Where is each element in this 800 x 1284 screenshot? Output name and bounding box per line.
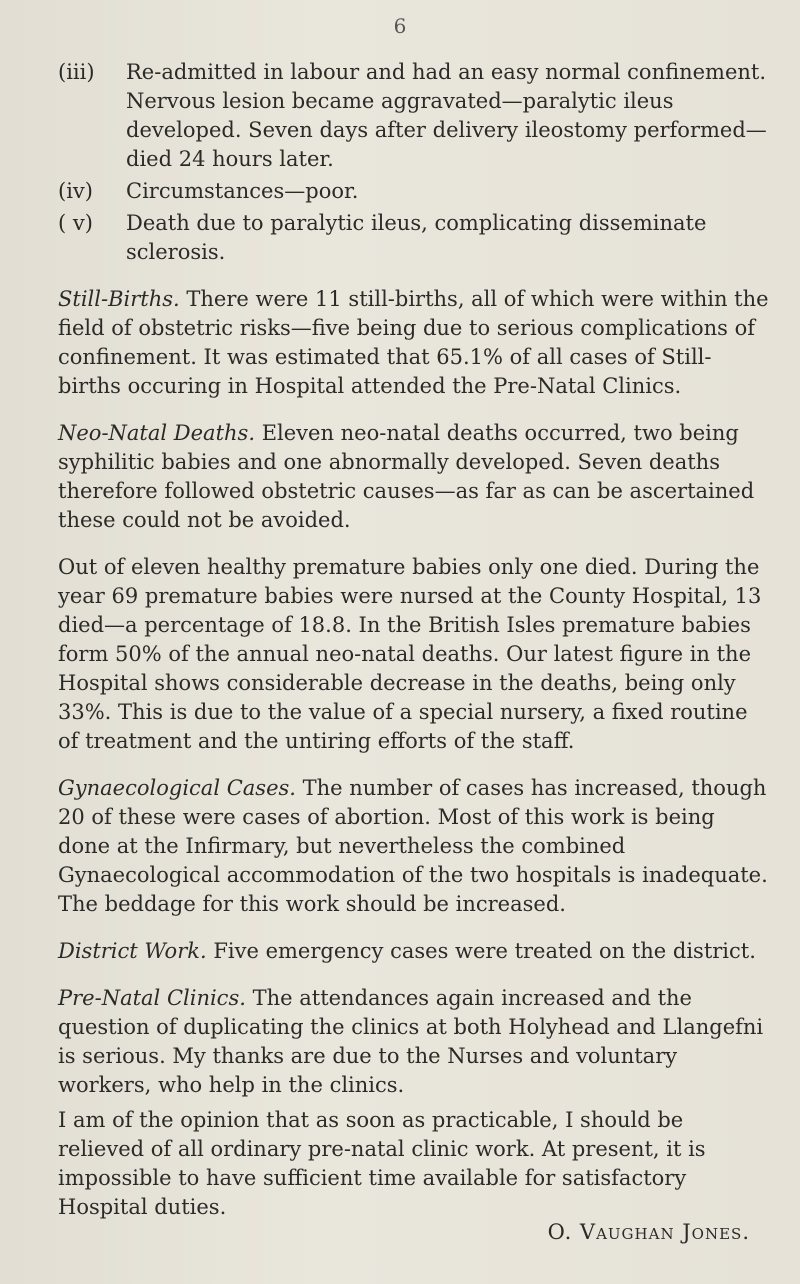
premature-paragraph — [58, 553, 770, 756]
district-paragraph — [58, 937, 770, 966]
still-births-heading: Still-Births. — [58, 287, 180, 311]
district-heading: District Work. — [58, 939, 207, 963]
closing-paragraph — [58, 1106, 770, 1222]
case-list-item — [58, 58, 770, 174]
closing-text: I am of the opinion that as soon as practicable, I should be relieved of all ordinary pre-natal clinic work. At present, it is impossible to have sufficient time available for satisfactory Hospital duties. — [58, 1108, 706, 1219]
neo-natal-paragraph — [58, 419, 770, 535]
gynaecological-paragraph — [58, 774, 770, 919]
pre-natal-heading: Pre-Natal Clinics. — [58, 986, 246, 1010]
case-list-item — [58, 177, 770, 206]
gynaecological-heading: Gynaecological Cases. — [58, 776, 296, 800]
report-body — [58, 58, 770, 1247]
list-label: (iii) — [58, 60, 95, 84]
pre-natal-text: The attendances again increased and the question of duplicating the clinics at both Holyhead and Llangefni is serious. My thanks are due to the Nurses and voluntary workers, who help in the clinics. — [58, 986, 764, 1097]
still-births-paragraph — [58, 285, 770, 401]
neo-natal-text: Eleven neo-natal deaths occurred, two being syphilitic babies and one abnormally developed. Seven deaths therefore followed obstetric causes—as far as can be ascertained these could not be avoided. — [58, 421, 755, 532]
signature: O. Vaughan Jones. — [547, 1220, 750, 1244]
case-list-item — [58, 209, 770, 267]
list-label: ( v) — [58, 211, 93, 235]
list-text: Re-admitted in labour and had an easy normal confinement. Nervous lesion became aggravated—paralytic ileus developed. Seven days after delivery ileostomy performed—died 24 hours later. — [126, 60, 767, 171]
pre-natal-paragraph — [58, 984, 770, 1100]
gynaecological-text: The number of cases has increased, though 20 of these were cases of abortion. Most of this work is being done at the Infirmary, but nevertheless the combined Gynaecological accommodation of the two hospitals is inadequate. The beddage for this work should be increased. — [58, 776, 768, 916]
page-number: 6 — [393, 14, 407, 38]
list-text: Circumstances—poor. — [126, 179, 359, 203]
neo-natal-heading: Neo-Natal Deaths. — [58, 421, 255, 445]
still-births-text: There were 11 still-births, all of which were within the field of obstetric risks—five being due to serious complications of confinement. It was estimated that 65.1% of all cases of Still-births occuring in Hospital attended the Pre-Natal Clinics. — [58, 287, 769, 398]
premature-text: Out of eleven healthy premature babies only one died. During the year 69 premature babies were nursed at the County Hospital, 13 died—a percentage of 18.8. In the British Isles premature babies form 50% of the annual neo-natal deaths. Our latest figure in the Hospital shows considerable decrease in the deaths, being only 33%. This is due to the value of a special nursery, a fixed routine of treatment and the untiring efforts of the staff. — [58, 555, 762, 753]
list-label: (iv) — [58, 179, 93, 203]
district-text: Five emergency cases were treated on the district. — [213, 939, 756, 963]
list-text: Death due to paralytic ileus, complicating disseminate sclerosis. — [126, 211, 707, 264]
